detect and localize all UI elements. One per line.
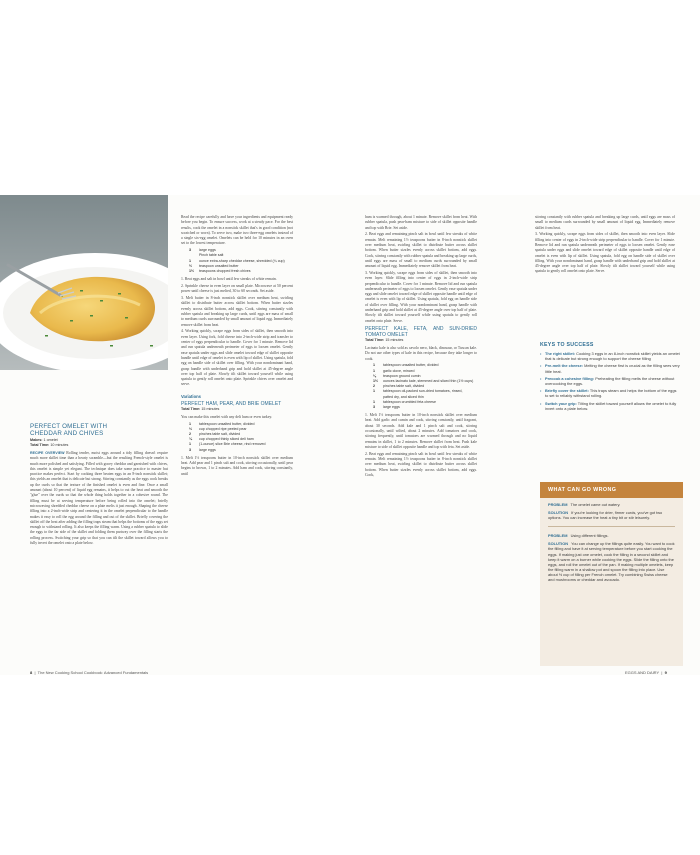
ingredient-text: tablespoon oil-packed sun-dried tomatoes, rinsed, — [383, 389, 463, 394]
variations-label: Variations — [181, 393, 202, 399]
what-can-go-wrong-title: WHAT CAN GO WRONG — [540, 482, 683, 498]
key-lead: Switch your grip: — [545, 400, 577, 406]
key-text: Melting the cheese first is crucial as the filling sees very little heat. — [545, 363, 680, 374]
ingredient-text: ounce extra-sharp cheddar cheese, shredded (¼ cup) — [199, 258, 285, 263]
recipe-step: 2. Sprinkle cheese in even layer on small plate. Microwave at 50 percent power until cheese is just melted, 30 to 60 seconds. Set aside. — [181, 284, 293, 294]
ingredient-quantity: 1 — [373, 363, 375, 368]
ingredient-text: pinches table salt, divided — [199, 431, 241, 436]
ingredient-quantity: ⅛ — [373, 373, 376, 378]
variation-2-step-2-cont: stirring constantly with rubber spatula and breaking up large curds, until eggs are mass of small to medium curds surrounded by small amount of liquid egg. Immediately remove skillet from heat. — [535, 215, 675, 230]
ingredient-text: (1-ounce) slice Brie cheese, rind removed — [199, 442, 266, 447]
variation-1-step-3: 3. Working quickly, scrape eggs from sides of skillet, then smooth into even layer. Slide filling into center of eggs in 2-inch-wide strip perpendicular to handle. Cover for 1 minute. Remove lid and run spatula underneath perimeter of eggs to loosen omelet. Gently ease spatula under eggs and slide omelet toward edge of skillet opposite handle until edge of omelet is even with lip of skillet. Using spatula, fold egg on handle side of skillet over filling. With your nondominant hand, grasp handle with underhand grip and hold skillet at 45-degree angle over top half of plate. Slowly tilt skillet toward yourself while using spatula to gently roll omelet onto plate. Serve. — [365, 270, 477, 323]
recipe-step: 3. Melt butter in 8-inch nonstick skillet over medium heat, swirling skillet to distribute butter across skillet bottom. When butter sizzles evenly across skillet bottom, add eggs. Cook, stirring constantly with rubber spatula and breaking up large curds, until eggs are mass of small to medium curds surrounded by small amount of liquid egg. Immediately remove skillet from heat. — [181, 296, 293, 327]
keys-to-success — [540, 342, 680, 413]
time-value: 10 minutes — [50, 443, 69, 447]
key-text: This traps steam and helps the bottom of the eggs to set to reliably withstand rolling. — [545, 388, 677, 399]
ingredient-quantity: 1 — [373, 399, 375, 404]
what-can-go-wrong-body — [540, 498, 683, 589]
key-item — [540, 401, 680, 411]
ingredient-quantity: 1 — [373, 368, 375, 373]
ingredient-quantity: 1 — [373, 389, 375, 394]
right-footer: EGGS AND DAIRY | 9 — [625, 670, 667, 675]
ingredient-quantity: 1½ — [189, 269, 194, 274]
recipe-column — [30, 423, 168, 548]
ingredient-text: cup chopped thinly sliced deli ham — [199, 437, 254, 442]
problem-2 — [548, 533, 675, 538]
left-footer: 8 | The New Cooking School Cookbook: Advanced Fundamentals — [30, 670, 149, 675]
variation-1-step-2: 2. Beat eggs and remaining pinch salt in bowl until few streaks of white remain. Melt remaining 1½ teaspoons butter in 8-inch nonstick skillet over medium heat, swirling skillet to distribute butter across skillet bottom. When butter sizzles evenly across skillet bottom, add eggs. Cook, stirring constantly with rubber spatula and breaking up large curds, until eggs are mass of small to medium curds surrounded by small amount of liquid egg. Immediately remove skillet from heat. — [365, 232, 477, 269]
recipe-step: 1. Beat eggs and salt in bowl until few streaks of white remain. — [181, 277, 277, 282]
key-text: Tilting the skillet toward yourself allows the omelet to fully invert onto a plate below. — [545, 400, 677, 411]
variation-1-meta — [181, 407, 293, 412]
key-item — [540, 388, 680, 398]
ingredient-quantity: 3 — [373, 404, 375, 409]
variation-2-time-label: Total Time: — [365, 337, 385, 342]
variation-2-time: 15 minutes — [385, 337, 404, 342]
ingredient-quantity: 2 — [189, 431, 191, 436]
instructions-column-1 — [181, 215, 293, 478]
variation-2-title: PERFECT KALE, FETA, AND SUN-DRIED TOMATO OMELET — [365, 325, 477, 338]
ingredient-text: teaspoons chopped fresh chives — [199, 269, 251, 274]
solution-1-text: If you're looking for drier, firmer curds, you've got two options. You can increase the heat a tiny bit or stir leisurely. — [548, 510, 663, 521]
key-text: Cooking 3 eggs in an 8-inch nonstick skillet yields an omelet that is delicate but strong enough to support the cheese filling — [545, 351, 680, 362]
divider — [548, 526, 675, 527]
keys-title: KEYS TO SUCCESS — [540, 342, 594, 348]
variation-1-time: 15 minutes — [201, 406, 220, 411]
book-title: The New Cooking School Cookbook: Advanced Fundamentals — [37, 670, 149, 675]
time-label: Total Time: — [30, 443, 50, 447]
variation-2-meta — [365, 338, 477, 343]
makes-label: Makes: — [30, 438, 43, 442]
ingredient-text: patted dry, and sliced thin — [383, 394, 424, 399]
ingredient-text: large eggs — [383, 404, 400, 409]
problem-2-text: Using different fillings. — [570, 533, 609, 539]
variation-1-step-1-cont: ham is warmed through, about 1 minute. Remove skillet from heat. With rubber spatula, push pear-ham mixture to side of skillet opposite handle and top with Brie. Set aside. — [365, 215, 477, 230]
ingredient-text: large eggs — [199, 248, 216, 253]
ingredient-quantity: 1 — [189, 421, 191, 426]
problem-1 — [548, 502, 675, 507]
ingredient-text: cup chopped ripe peeled pear — [199, 426, 247, 431]
ingredient-text: large eggs — [199, 447, 216, 452]
recipe-overview — [30, 451, 168, 546]
ingredient-quantity: ½ — [189, 263, 192, 268]
chapter-name: EGGS AND DAIRY — [625, 670, 660, 675]
ingredient-text: tablespoon unsalted butter, divided — [199, 421, 255, 426]
key-lead: Briefly cover the skillet: — [545, 388, 589, 394]
ingredient-quantity: ¼ — [189, 437, 192, 442]
ingredient-quantity: 2 — [373, 384, 375, 389]
right-page-number: 9 — [664, 670, 667, 675]
variation-1-ingredients — [189, 422, 293, 453]
key-item — [540, 351, 680, 361]
problem-label: PROBLEM — [548, 533, 568, 539]
solution-2 — [548, 541, 675, 582]
makes-value: 1 omelet — [43, 438, 58, 442]
recipe-title — [30, 423, 168, 437]
key-item — [540, 363, 680, 373]
key-lead: Pre-melt the cheese: — [545, 363, 584, 369]
variation-2-step-3: 3. Working quickly, scrape eggs from sides of skillet, then smooth into even layer. Slide filling into center of eggs in 2-inch-wide strip perpendicular to handle. Cover for 1 minute. Remove lid and run spatula underneath perimeter of eggs to loosen omelet. Gently ease spatula under eggs and slide omelet toward edge of skillet opposite handle until edge of omelet is even with lip of skillet. Using spatula, fold egg on handle side of skillet over filling. With your nondominant hand, grasp handle with underhand grip and hold skillet at 45-degree angle over top half of plate. Slowly tilt skillet toward yourself while using spatula to gently roll omelet onto plate. Serve. — [535, 232, 675, 274]
left-page-number: 8 — [30, 670, 33, 675]
ingredient-item — [373, 405, 477, 410]
key-lead: Precook a cohesive filling: — [545, 375, 595, 381]
key-lead: The right skillet: — [545, 351, 576, 356]
ingredient-item — [189, 448, 293, 453]
variation-2-step-2: 2. Beat eggs and remaining pinch salt in bowl until few streaks of white remain. Melt remaining 1½ teaspoons butter in 8-inch nonstick skillet over medium heat, swirling skillet to distribute butter across skillet bottom. When butter sizzles evenly across skillet bottom, add eggs. Cook, — [365, 451, 477, 477]
solution-1 — [548, 510, 675, 520]
recipe-intro: Read the recipe carefully and have your ingredients and equipment ready before you begin. To ensure success, work at a steady pace. For the best results, cook the omelet in a nonstick skillet that's in good condition (not scratched or worn). To serve two, make two three-egg omelets instead of a single six-egg omelet. Omelets can be held for 10 minutes in an oven set to the lowest temperature. — [181, 215, 293, 246]
solution-label: SOLUTION — [548, 541, 569, 547]
overview-label: RECIPE OVERVIEW — [30, 451, 65, 455]
variation-1-intro: You can make this omelet with any deli ham or even turkey. — [181, 414, 273, 419]
ingredient-quantity: 1 — [189, 442, 191, 447]
overview-text: Rolling tender, moist eggs around a tidy filling doesn't require much more skillet time than a hearty scramble—but the resulting French-style omelet is much more polished and satisfying. Filled with gooey cheddar and garnished with chives, this omelet is simple yet elegant. The technique does take some practice to master but practice makes perfect. Start by cooking three beaten eggs in an 8-inch nonstick skillet; this yields an omelet that is delicate but strong. Stirring constantly as the eggs cook breaks up the curds so that the texture of the finished omelet is even and fine. Once a small amount (about 10 percent) of liquid egg remains, it helps to cut the heat and smooth the "glue" over the curds so that the whole thing holds together in a cohesive round. The filling must be at serving temperature before being rolled into the omelet; briefly microwaving shredded cheddar cheese on a plate melts it just enough. Shaping the cheese filling into a 2-inch-wide strip and centering it in the omelet perpendicular to the handle makes it easy to roll the egg around the filling and out of the skillet. Briefly covering the skillet off the heat after adding the filling traps steam that helps the bottoms of the eggs set enough to withstand rolling. It also keeps the filling warm. Using a rubber spatula to slide the eggs to the far side of the skillet and folding them partway over the filling starts the rolling process. Switching your grip so that you can tilt the skillet toward allows you to fully invert the omelet onto a plate below. — [30, 451, 168, 546]
ingredient-item — [189, 269, 293, 274]
solution-label: SOLUTION — [548, 510, 569, 516]
recipe-meta — [30, 438, 168, 448]
what-can-go-wrong-box — [540, 482, 683, 666]
recipe-step: 4. Working quickly, scrape eggs from sides of skillet, then smooth into even layer. Using fork, fold cheese into 2-inch-wide strip and transfer to center of eggs perpendicular to handle. Cover for 1 minute. Remove lid and run spatula underneath perimeter of eggs to loosen omelet. Gently ease spatula under eggs and slide omelet toward edge of skillet opposite handle until edge of omelet is even with lip of skillet. Using spatula, fold egg on handle side of skillet over filling. With your nondominant hand, grasp handle with underhand grip and hold skillet at 45-degree angle over top half of plate. Slowly tilt skillet toward yourself while using spatula to gently roll omelet onto plate. Sprinkle chives over omelet and serve. — [181, 329, 293, 387]
ingredient-text: garlic clove, minced — [383, 368, 415, 373]
omelet-photo — [0, 195, 168, 370]
variation-1-step-1: 1. Melt 1½ teaspoons butter in 10-inch nonstick skillet over medium heat. Add pear and 1 pinch salt and cook, stirring occasionally, until pear begins to brown, 1 to 2 minutes. Add ham and cook, stirring constantly, until — [181, 455, 293, 476]
ingredient-quantity: 1½ — [373, 378, 378, 383]
variation-1-time-label: Total Time: — [181, 406, 201, 411]
ingredient-text: teaspoon ground cumin — [383, 373, 421, 378]
ingredient-quantity: 3 — [189, 447, 191, 452]
problem-1-text: The omelet came out watery. — [570, 502, 621, 507]
key-text: Preheating the filling melts the cheese without overcooking the eggs. — [545, 375, 675, 387]
ingredient-text: teaspoon unsalted butter — [199, 263, 239, 268]
recipe-steps — [181, 277, 293, 387]
instructions-column-2 — [365, 215, 477, 480]
variation-2-ingredients — [373, 363, 477, 410]
ingredient-text: pinches table salt, divided — [383, 384, 425, 389]
variation-2-step-1: 1. Melt 1½ teaspoons butter in 10-inch nonstick skillet over medium heat. Add garlic and cumin and cook, stirring constantly, until fragrant, about 30 seconds. Add kale and 1 pinch salt and cook, stirring occasionally, until wilted, about 2 minutes. Add tomatoes and cook, stirring frequently, until tomatoes are warmed through and no liquid remains in skillet, 1 to 2 minutes. Remove skillet from heat. Push kale mixture to side of skillet opposite handle and top with feta. Set aside. — [365, 413, 477, 449]
ingredient-text: ounces lacinato kale, stemmed and sliced thin (1½ cups) — [383, 378, 474, 383]
instructions-column-3 — [535, 215, 675, 276]
variation-2-intro: Lacinato kale is also sold as cavolo nero, black, dinosaur, or Tuscan kale. Do not use other types of kale in this recipe, because they take longer to cook. — [365, 345, 477, 361]
ingredient-list — [189, 248, 293, 274]
ingredient-quantity: 1 — [189, 258, 191, 263]
ingredient-quantity: ⅓ — [189, 426, 192, 431]
ingredient-quantity: 3 — [189, 248, 191, 253]
recipe-title-line-1: PERFECT OMELET WITH — [30, 423, 108, 430]
keys-list — [540, 351, 680, 411]
ingredient-text: tablespoon crumbled feta cheese — [383, 399, 436, 404]
ingredient-text: Pinch table salt — [199, 253, 224, 258]
variation-1-title: PERFECT HAM, PEAR, AND BRIE OMELET — [181, 400, 282, 407]
solution-2-text: You can change up the fillings quite easily. You want to cook the filling and have it at serving temperature before you start cooking the eggs. If making just one omelet, cook the filling in a second skillet and keep it warm on a burner while cooking the eggs. Slide the filling onto the eggs, and roll the omelet out of the pan. If making multiple omelets, keep the filling warm in a shallow pot and spoon the filling into place. Use about ½ cup of filling per French omelet. Try combining Swiss cheese and mushrooms or cheddar and avocado. — [548, 541, 675, 583]
ingredient-text: tablespoon unsalted butter, divided — [383, 363, 439, 368]
key-item — [540, 376, 680, 386]
problem-label: PROBLEM — [548, 502, 568, 507]
recipe-title-line-2: CHEDDAR AND CHIVES — [30, 430, 104, 437]
